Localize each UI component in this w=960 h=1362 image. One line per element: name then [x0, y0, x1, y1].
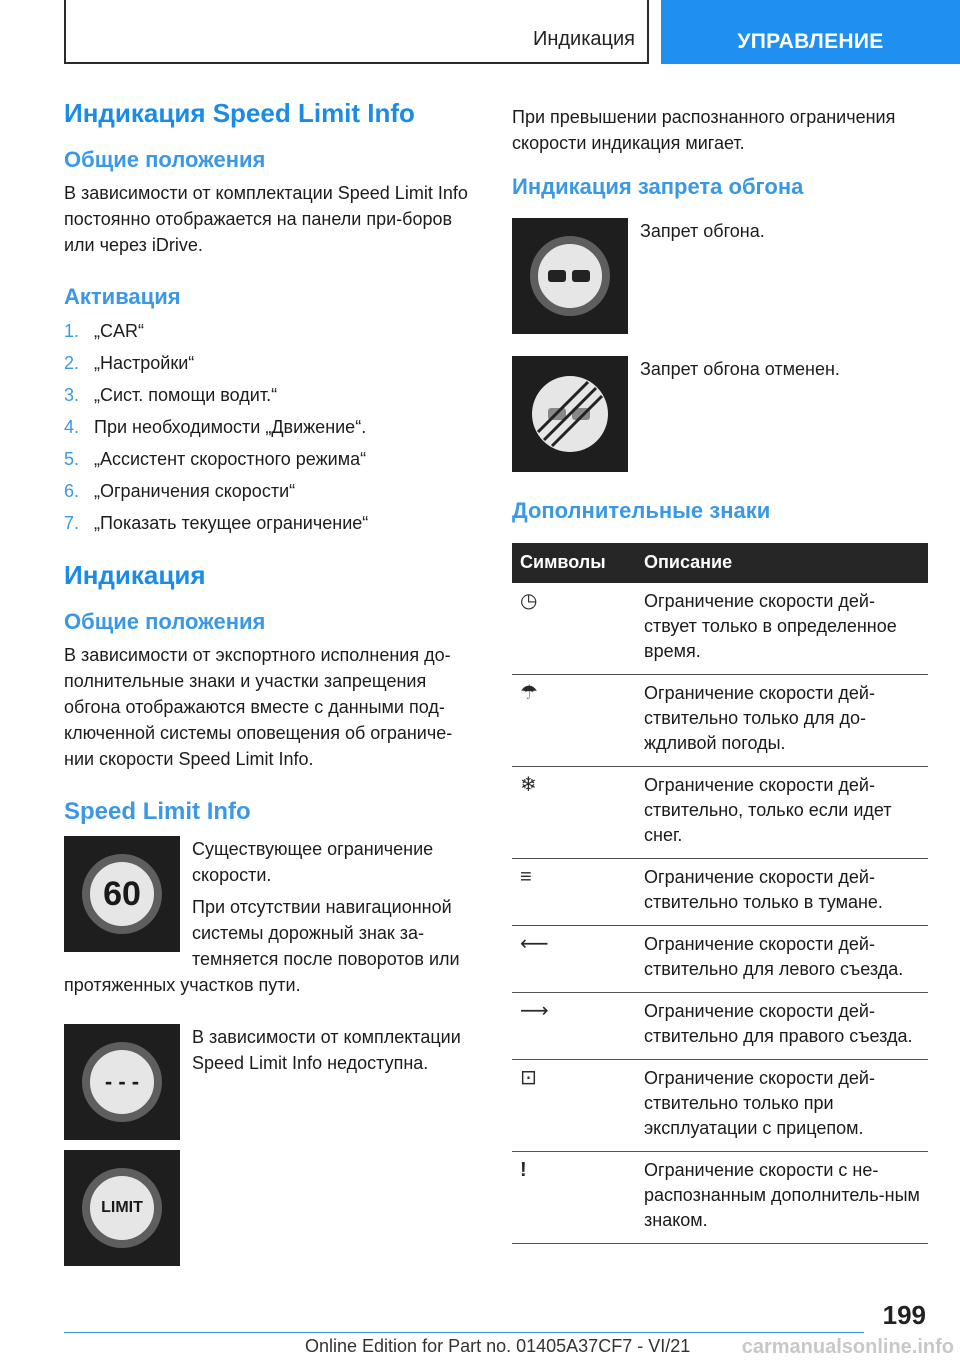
step-item: 7. „Показать текущее ограничение“ — [64, 512, 369, 533]
step-item: 1. „CAR“ — [64, 320, 144, 341]
right-column — [512, 104, 928, 1244]
left-column — [64, 98, 478, 1266]
overtake-end-sign-image — [512, 356, 628, 472]
row-description: Ограничение скорости дей-ствует только в определенное время. — [636, 583, 928, 675]
activation-steps — [64, 318, 478, 536]
sli-heading: Speed Limit Info — [64, 797, 251, 825]
page-title: Индикация Speed Limit Info — [64, 98, 415, 128]
edition-text: Online Edition for Part no. 01405A37CF7 - VI/21 — [305, 1336, 691, 1356]
row-description: Ограничение скорости дей-ствительно только в тумане. — [636, 858, 928, 925]
table-row — [512, 1151, 928, 1243]
overtake-end-icon — [530, 374, 610, 454]
overtake-end-row — [512, 356, 928, 472]
table-row — [512, 858, 928, 925]
display-general-text: В зависимости от экспортного исполнения до-полнительные знаки и участки запрещения обгона отображаются вместе с данными под-ключенной системы оповещения об ограниче-нии скорости Speed Limit Info. — [64, 644, 453, 769]
step-item: 2. „Настройки“ — [64, 352, 195, 373]
general-text: В зависимости от комплектации Speed Limit Info постоянно отображается на панели при-боров или через iDrive. — [64, 182, 468, 255]
table-row — [512, 766, 928, 858]
row-description: Ограничение скорости дей-ствительно только при эксплуатации с прицепом. — [636, 1059, 928, 1151]
row-description: Ограничение скорости с не-распознанным дополнитель-ным знаком. — [636, 1151, 928, 1243]
no-overtake-text: Запрет обгона. — [640, 221, 765, 242]
section-label: Индикация — [532, 28, 635, 50]
no-overtake-icon — [530, 236, 610, 316]
clock-icon: ◷ — [520, 589, 538, 612]
no-overtake-row — [512, 218, 928, 334]
snowflake-icon: ❄ — [520, 773, 537, 796]
rain-icon: ☂ — [520, 681, 538, 704]
additional-signs-heading: Дополнительные знаки — [512, 498, 771, 524]
speed-sign-limit-image — [64, 1150, 180, 1266]
row-description: Ограничение скорости дей-ствительно для левого съезда. — [636, 925, 928, 992]
speed-sign-dashes-image — [64, 1024, 180, 1140]
no-nav-text: При отсутствии навигационной системы дорожный знак за-темняется после поворотов или протяженных участков пути. — [64, 897, 460, 996]
speed-sign-60-image — [64, 836, 180, 952]
row-description: Ограничение скорости дей-ствительно, только если идет снег. — [636, 766, 928, 858]
col-description-header: Описание — [636, 543, 928, 583]
fog-icon: ≡ — [520, 865, 532, 888]
watermark: carmanualsonline.info — [741, 1336, 954, 1358]
footer-divider — [64, 1332, 864, 1333]
step-item: 4. При необходимости „Движение“. — [64, 416, 367, 437]
current-limit-text: Существующее ограничение скорости. — [192, 839, 434, 886]
sli-block-unavailable — [64, 1024, 478, 1140]
trailer-icon: ⊡ — [520, 1066, 537, 1089]
row-description: Ограничение скорости дей-ствительно только для до-ждливой погоды. — [636, 674, 928, 766]
general-heading: Общие положения — [64, 147, 266, 173]
no-overtake-sign-image — [512, 218, 628, 334]
table-row — [512, 583, 928, 675]
activation-heading: Активация — [64, 283, 181, 309]
table-row — [512, 674, 928, 766]
table-row — [512, 925, 928, 992]
page-number: 199 — [882, 1300, 926, 1330]
display-heading: Индикация — [64, 559, 206, 590]
col-symbols-header: Символы — [512, 543, 636, 583]
step-item: 5. „Ассистент скоростного режима“ — [64, 448, 367, 469]
sli-block-60 — [64, 836, 478, 998]
dashes-value: - - - — [82, 1042, 162, 1122]
step-item: 6. „Ограничения скорости“ — [64, 480, 296, 501]
table-row — [512, 992, 928, 1059]
exclamation-icon: ! — [520, 1158, 527, 1181]
chapter-tab[interactable]: УПРАВЛЕНИЕ — [661, 0, 960, 64]
display-general-heading: Общие положения — [64, 609, 266, 635]
header-section-box — [64, 0, 649, 64]
additional-signs-table — [512, 543, 928, 1244]
speed-value: 60 — [82, 854, 162, 934]
overtake-end-text: Запрет обгона отменен. — [640, 359, 840, 380]
arrow-left-icon: ⟵ — [520, 932, 549, 955]
unavailable-text: В зависимости от комплектации Speed Limit Info недоступна. — [192, 1027, 461, 1074]
arrow-right-icon: ⟶ — [520, 999, 549, 1022]
table-row — [512, 1059, 928, 1151]
flash-text: При превышении распознанного ограничения скорости индикация мигает. — [512, 107, 896, 153]
row-description: Ограничение скорости дей-ствительно для правого съезда. — [636, 992, 928, 1059]
step-item: 3. „Сист. помощи водит.“ — [64, 384, 278, 405]
no-overtake-heading: Индикация запрета обгона — [512, 174, 804, 199]
limit-value: LIMIT — [82, 1168, 162, 1248]
